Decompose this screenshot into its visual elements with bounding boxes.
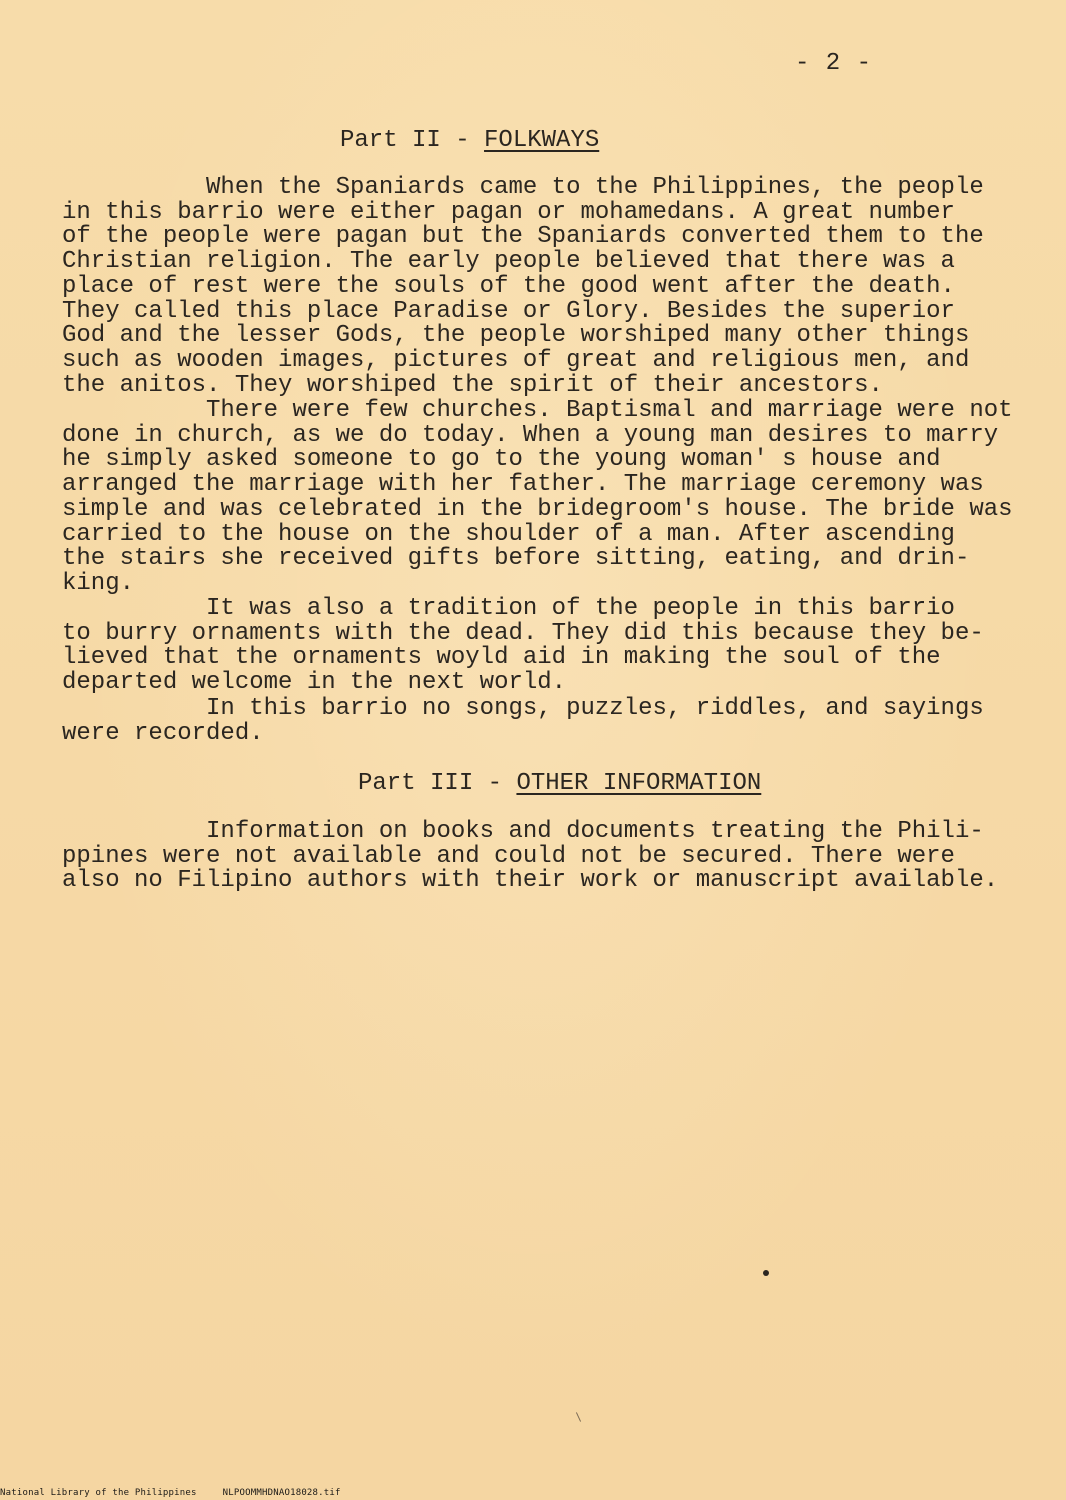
part-2-heading-prefix: Part II - — [340, 127, 485, 154]
footer-library: National Library of the Philippines — [0, 1488, 197, 1498]
part-2-heading — [340, 127, 599, 154]
page-number-text: - 2 - — [794, 50, 872, 77]
part-3-heading-title: OTHER INFORMATION — [516, 770, 762, 797]
paper-mark — [576, 1412, 581, 1421]
paragraph-spaniards: When the Spaniards came to the Philippines, the people in this barrio were either pagan or mohamedans. A great number of the people were pagan but the Spaniards converted them to the Christian religion. The early people believed that there was a place of rest were the souls of the good went after the death. They called this place Paradise or Glory. Besides the superior God and the lesser Gods, the people worshiped many other things such as wooden images, pictures of great and religious men, and the anitos. They worshiped the spirit of their ancestors. — [62, 174, 984, 399]
paragraph-churches-marriage: There were few churches. Baptismal and marriage were not done in church, as we do today. When a young man desires to marry he simply asked someone to go to the young woman' s house and arranged the marriage with her father. The marriage ceremony was simple and was celebrated in the bridegroom's house. The bride was carried to the house on the shoulder of a man. After ascending the stairs she received gifts before sitting, eating, and drin- king. — [62, 397, 1013, 597]
scan-footer — [0, 1488, 341, 1498]
page-number — [0, 50, 872, 77]
part-2-heading-title: FOLKWAYS — [484, 127, 600, 154]
paragraph-burial-tradition: It was also a tradition of the people in this barrio to burry ornaments with the dead. They did this because they be- lieved that the ornaments woyld aid in making the soul of the departed welcome in the next world. — [62, 595, 984, 697]
part-3-heading-prefix: Part III - — [358, 770, 517, 797]
part-3-heading — [358, 770, 761, 797]
paragraph-songs-riddles: In this barrio no songs, puzzles, riddles, and sayings were recorded. — [62, 695, 984, 747]
paragraph-other-information: Information on books and documents treating the Phili- ppines were not available and could not be secured. There were also no Filipino authors with their work or manuscript available. — [62, 818, 999, 895]
ink-dot — [763, 1270, 769, 1276]
footer-filename: NLPOOMMHDNAO18028.tif — [222, 1488, 341, 1498]
